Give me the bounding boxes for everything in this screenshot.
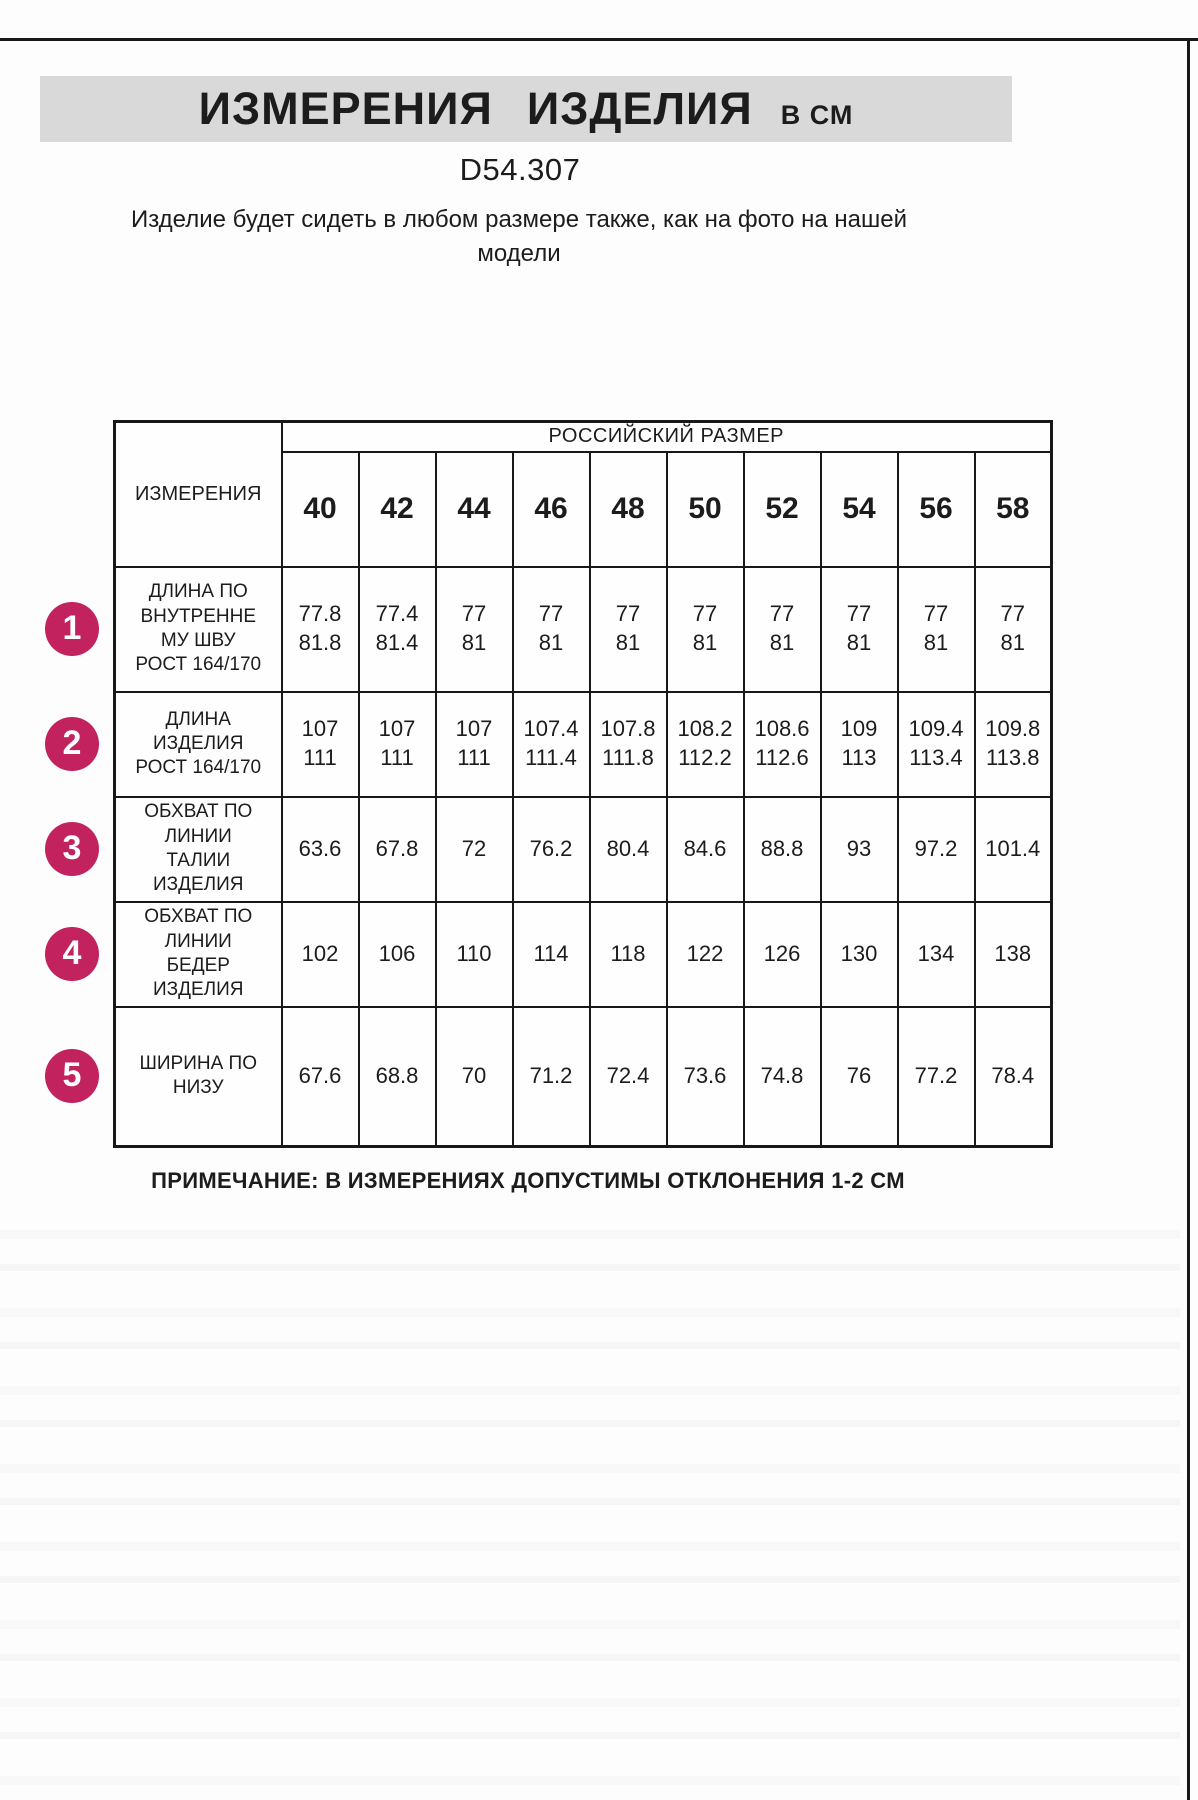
measurement-label-line: ОБХВАТ ПО <box>144 906 253 928</box>
value-row5-size40 <box>282 1007 359 1147</box>
value-row5-size54 <box>821 1007 898 1147</box>
size-header-44: 44 <box>436 452 513 567</box>
value-line: 111 <box>457 745 491 770</box>
tolerance-note: ПРИМЕЧАНИЕ: В ИЗМЕРЕНИЯХ ДОПУСТИМЫ ОТКЛОНЕНИЯ 1-2 СМ <box>151 1168 905 1193</box>
value-row3-size52 <box>744 797 821 902</box>
value-row1-size40 <box>282 567 359 692</box>
value-line: 107 <box>455 716 493 742</box>
value-row1-size50 <box>667 567 744 692</box>
value-line: 113 <box>841 745 877 770</box>
value-row1-size56 <box>898 567 975 692</box>
value-row2-size40 <box>282 692 359 797</box>
size-header-58: 58 <box>975 452 1052 567</box>
value-line: 109 <box>840 716 878 742</box>
value-line: 81 <box>1000 630 1025 655</box>
value-row1-size44 <box>436 567 513 692</box>
value-line: 74.8 <box>760 1062 804 1088</box>
value-row1-size58 <box>975 567 1052 692</box>
value-row4-size44 <box>436 902 513 1007</box>
value-row3-size50 <box>667 797 744 902</box>
value-line: 81.8 <box>298 630 342 655</box>
value-row5-size56 <box>898 1007 975 1147</box>
value-line: 81 <box>923 630 949 655</box>
measurement-label-line: РОСТ 164/170 <box>135 654 262 676</box>
value-line: 81 <box>846 630 872 655</box>
measurement-label-line: НИЗУ <box>172 1077 224 1099</box>
page-title-units: В СМ <box>780 100 854 130</box>
value-line: 81.4 <box>375 630 419 655</box>
row-number-badge-4: 4 <box>45 927 99 981</box>
value-row4-size52 <box>744 902 821 1007</box>
value-line: 102 <box>301 940 339 966</box>
measurement-label-line: БЕДЕР <box>166 955 230 976</box>
value-line: 113.8 <box>986 745 1040 770</box>
group-header-row <box>115 422 1052 452</box>
size-header-52: 52 <box>744 452 821 567</box>
top-border-line <box>0 38 1198 41</box>
value-line: 88.8 <box>760 835 804 861</box>
value-row2-size46 <box>513 692 590 797</box>
value-line: 107.8 <box>600 716 656 742</box>
measurement-row-1 <box>115 567 1052 692</box>
value-line: 72.4 <box>606 1062 650 1088</box>
measurement-label-2 <box>62 692 282 797</box>
value-row2-size56 <box>898 692 975 797</box>
value-line: 76 <box>846 1062 872 1088</box>
value-row2-size50 <box>667 692 744 797</box>
measurement-label-line: ВНУТРЕННЕ <box>140 605 257 627</box>
value-row2-size48 <box>590 692 667 797</box>
value-row5-size44 <box>436 1007 513 1147</box>
scan-artifacts <box>0 1230 1180 1790</box>
value-line: 97.2 <box>914 835 958 861</box>
value-line: 77 <box>923 601 949 627</box>
value-line: 77.2 <box>914 1062 958 1088</box>
measurement-label-5 <box>62 1007 282 1147</box>
measurement-label-line: ДЛИНА <box>165 708 231 730</box>
value-line: 126 <box>763 940 801 966</box>
measurement-label-line: ОБХВАТ ПО <box>144 801 253 823</box>
value-line: 111.8 <box>602 745 654 770</box>
value-line: 122 <box>686 940 724 966</box>
value-row1-size52 <box>744 567 821 692</box>
value-line: 73.6 <box>683 1062 727 1088</box>
value-row5-size48 <box>590 1007 667 1147</box>
value-line: 114 <box>533 940 569 966</box>
value-line: 71.2 <box>529 1062 573 1088</box>
measurements-table <box>62 420 1053 1148</box>
value-row1-size54 <box>821 567 898 692</box>
measurement-label-line: ИЗДЕЛИЯ <box>152 732 244 754</box>
measurement-label-line: РОСТ 164/170 <box>135 757 262 779</box>
value-line: 112.6 <box>755 745 809 770</box>
value-line: 138 <box>994 940 1032 966</box>
value-line: 109.4 <box>908 716 964 742</box>
value-row5-size58 <box>975 1007 1052 1147</box>
value-row4-size56 <box>898 902 975 1007</box>
russian-size-header: РОССИЙСКИЙ РАЗМЕР <box>282 422 1052 452</box>
value-line: 81 <box>692 630 718 655</box>
value-line: 77 <box>769 601 795 627</box>
value-line: 111.4 <box>525 745 577 770</box>
page-title-word-1: ИЗМЕРЕНИЯ <box>198 83 493 134</box>
measurements-table-wrapper <box>62 420 1053 1148</box>
value-line: 107 <box>301 716 339 742</box>
row-number-badge-5: 5 <box>45 1049 99 1103</box>
value-row4-size58 <box>975 902 1052 1007</box>
value-line: 70 <box>461 1062 487 1088</box>
value-row3-size42 <box>359 797 436 902</box>
value-line: 113.4 <box>909 745 963 770</box>
value-line: 77 <box>615 601 641 627</box>
right-border-line <box>1187 38 1190 1800</box>
measurement-row-4 <box>115 902 1052 1007</box>
value-line: 101.4 <box>985 835 1041 861</box>
measurement-label-line: ЛИНИИ <box>164 930 232 952</box>
value-line: 134 <box>917 940 955 966</box>
value-line: 81 <box>615 630 641 655</box>
value-row4-size48 <box>590 902 667 1007</box>
value-line: 106 <box>378 940 416 966</box>
value-row2-size58 <box>975 692 1052 797</box>
value-row5-size52 <box>744 1007 821 1147</box>
value-row1-size46 <box>513 567 590 692</box>
measurement-label-line: ТАЛИИ <box>166 850 231 871</box>
value-row3-size58 <box>975 797 1052 902</box>
value-row4-size46 <box>513 902 590 1007</box>
value-line: 77.8 <box>298 601 342 627</box>
measurement-row-5 <box>115 1007 1052 1147</box>
value-line: 107.4 <box>523 716 579 742</box>
value-line: 109.8 <box>985 716 1041 742</box>
value-line: 76.2 <box>529 835 573 861</box>
value-row3-size46 <box>513 797 590 902</box>
value-row2-size44 <box>436 692 513 797</box>
measurement-label-3 <box>62 797 282 902</box>
value-row2-size42 <box>359 692 436 797</box>
page-title-word-2: ИЗДЕЛИЯ <box>526 83 753 134</box>
value-line: 78.4 <box>991 1062 1035 1088</box>
value-row2-size52 <box>744 692 821 797</box>
value-line: 112.2 <box>678 745 732 770</box>
value-row3-size44 <box>436 797 513 902</box>
value-row1-size42 <box>359 567 436 692</box>
size-header-46: 46 <box>513 452 590 567</box>
measurement-label-line: ЛИНИИ <box>164 825 232 847</box>
measurement-label-line: МУ ШВУ <box>160 630 236 651</box>
value-row5-size42 <box>359 1007 436 1147</box>
size-header-40: 40 <box>282 452 359 567</box>
value-line: 77 <box>461 601 487 627</box>
measurement-label-1 <box>62 567 282 692</box>
value-row3-size54 <box>821 797 898 902</box>
value-line: 81 <box>461 630 487 655</box>
value-line: 108.6 <box>754 716 810 742</box>
row-number-badge-1: 1 <box>45 602 99 656</box>
corner-header-measurements: ИЗМЕРЕНИЯ <box>115 422 282 567</box>
value-row3-size56 <box>898 797 975 902</box>
value-row4-size50 <box>667 902 744 1007</box>
value-line: 77.4 <box>375 601 419 627</box>
measurement-row-3 <box>115 797 1052 902</box>
value-line: 111 <box>380 745 414 770</box>
row-number-badge-3: 3 <box>45 822 99 876</box>
value-row1-size48 <box>590 567 667 692</box>
value-line: 77 <box>692 601 718 627</box>
value-line: 118 <box>610 940 646 966</box>
value-line: 107 <box>378 716 416 742</box>
value-line: 68.8 <box>375 1062 419 1088</box>
value-row3-size48 <box>590 797 667 902</box>
value-row2-size54 <box>821 692 898 797</box>
value-line: 77 <box>1000 601 1025 627</box>
value-line: 93 <box>846 835 872 861</box>
measurement-label-line: ШИРИНА ПО <box>139 1052 257 1074</box>
measurement-label-line: ИЗДЕЛИЯ <box>152 874 244 896</box>
value-line: 84.6 <box>683 835 727 861</box>
measurement-row-2 <box>115 692 1052 797</box>
value-line: 111 <box>303 745 337 770</box>
fit-description: Изделие будет сидеть в любом размере также, как на фото на нашей модели <box>130 206 908 268</box>
value-line: 81 <box>538 630 564 655</box>
page-title-bar <box>40 76 1012 142</box>
value-row4-size54 <box>821 902 898 1007</box>
row-number-badge-2: 2 <box>45 717 99 771</box>
value-row4-size40 <box>282 902 359 1007</box>
value-line: 63.6 <box>298 835 342 861</box>
value-line: 67.6 <box>298 1062 342 1088</box>
value-line: 77 <box>846 601 872 627</box>
size-header-50: 50 <box>667 452 744 567</box>
size-header-54: 54 <box>821 452 898 567</box>
size-header-48: 48 <box>590 452 667 567</box>
value-line: 110 <box>456 940 492 966</box>
value-row5-size46 <box>513 1007 590 1147</box>
value-line: 80.4 <box>606 835 650 861</box>
value-line: 81 <box>769 630 795 655</box>
value-line: 130 <box>840 940 878 966</box>
value-line: 72 <box>461 835 487 861</box>
measurement-label-line: ИЗДЕЛИЯ <box>152 979 244 1001</box>
size-header-42: 42 <box>359 452 436 567</box>
value-line: 108.2 <box>677 716 733 742</box>
value-row3-size40 <box>282 797 359 902</box>
product-code: D54.307 <box>459 152 581 187</box>
value-row5-size50 <box>667 1007 744 1147</box>
size-header-56: 56 <box>898 452 975 567</box>
measurement-label-line: ДЛИНА ПО <box>148 581 248 603</box>
value-line: 77 <box>538 601 564 627</box>
value-line: 67.8 <box>375 835 419 861</box>
value-row4-size42 <box>359 902 436 1007</box>
measurement-label-4 <box>62 902 282 1007</box>
